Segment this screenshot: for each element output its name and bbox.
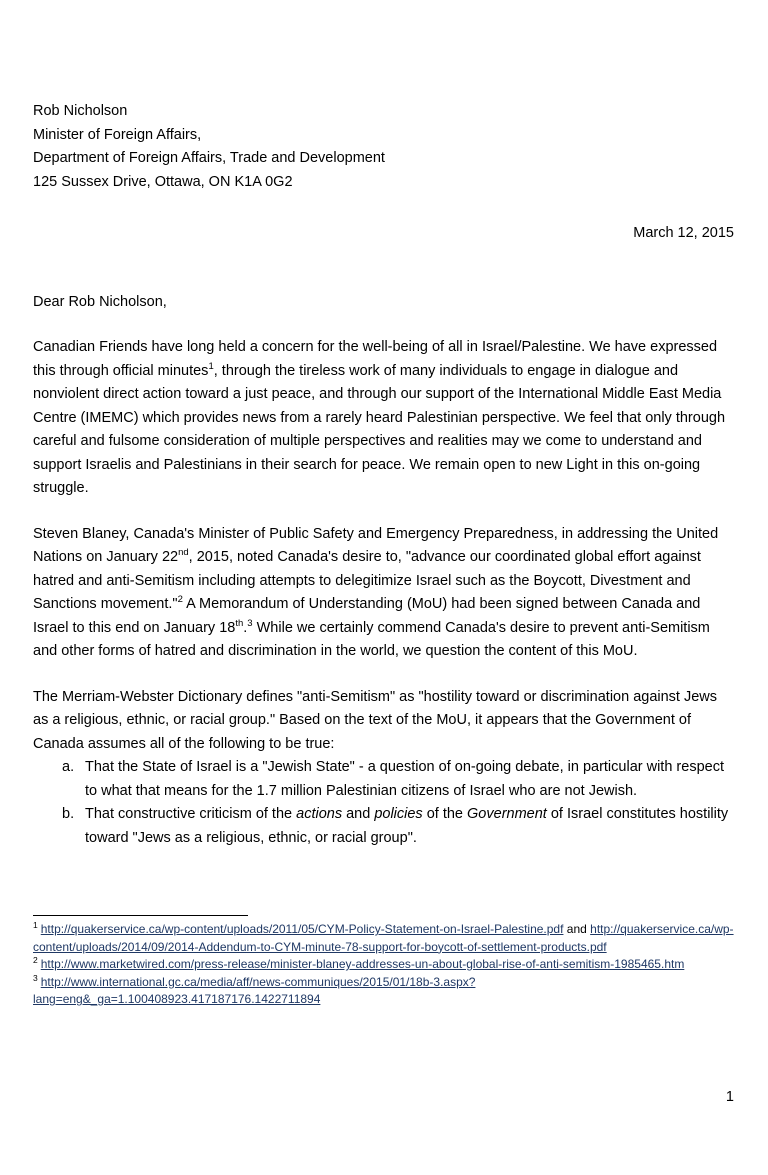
text-run: Canadian Friends have long held a concern for the well-being of all in Israel/Palestine. We have expressed this through official minutes bbox=[33, 339, 718, 379]
footnote-hyperlink[interactable]: http://quakerservice.ca/wp-content/uploads/2014/09/2014-Addendum-to-CYM-minute-78-support-for-boycott-of-settlement-products.pdf bbox=[33, 922, 734, 954]
italic-emphasis: Government bbox=[467, 806, 547, 822]
footnote-hyperlink[interactable]: http://quakerservice.ca/wp-content/uploads/2011/05/CYM-Policy-Statement-on-Israel-Palestine.pdf bbox=[40, 922, 564, 936]
text-run: The Merriam-Webster Dictionary defines "anti-Semitism" as "hostility toward or discrimination against Jews as a religious, ethnic, or racial group." Based on the text of the MoU, it appears that the Government of Canada assumes all of the following to be true: bbox=[33, 688, 718, 752]
footnote-1-text bbox=[33, 922, 734, 954]
text-run: A Memorandum of Understanding (MoU) had been signed between Canada and Israel to this end on January 18 bbox=[33, 596, 701, 636]
footnote-reference-superscript: 2 bbox=[177, 594, 183, 606]
footnote-2 bbox=[33, 956, 734, 974]
salutation: Dear Rob Nicholson, bbox=[33, 293, 167, 310]
list-item-a-text bbox=[85, 759, 724, 799]
text-run: That constructive criticism of the bbox=[85, 806, 297, 822]
footnote-hyperlink[interactable]: http://www.international.gc.ca/media/aff/news-communiques/2015/01/18b-3.aspx?lang=eng&_ga=1.100408923.417187176.1422711894 bbox=[33, 974, 476, 1006]
italic-emphasis: policies bbox=[374, 806, 423, 822]
list-item-b-text bbox=[85, 806, 728, 846]
list-marker-b: b. bbox=[62, 806, 75, 822]
page-number: 1 bbox=[725, 1089, 734, 1105]
footnote-1 bbox=[33, 921, 734, 956]
footnote-reference-superscript: 3 bbox=[247, 617, 253, 629]
text-run: of Israel constitutes hostility toward "Jews as a religious, ethnic, or racial group". bbox=[85, 806, 729, 846]
footnote-2-marker: 2 bbox=[33, 955, 38, 965]
text-run: That the State of Israel is a "Jewish State" - a question of on-going debate, in particular with respect to what that means for the 1.7 million Palestinian citizens of Israel who are not Jewish. bbox=[85, 759, 724, 799]
letter-body bbox=[33, 100, 734, 850]
text-run: of the bbox=[422, 806, 468, 822]
footnote-2-text bbox=[41, 957, 685, 971]
list-item-a bbox=[33, 756, 734, 803]
text-run: and bbox=[563, 922, 591, 936]
recipient-title: Minister of Foreign Affairs, bbox=[33, 126, 202, 143]
list-marker-a: a. bbox=[62, 759, 75, 775]
text-run: , through the tireless work of many individuals to engage in dialogue and nonviolent direct action toward a just peace, and through our support of the International Middle East Media Centre (IMEMC) which provides news from a rarely heard Palestinian perspective. We feel that only through careful and fulsome consideration of multiple perspectives and realities may we come to understand and support Israelis and Palestinians in their search for peace. We remain open to new Light in this on-going struggle. bbox=[33, 362, 726, 496]
assumptions-list bbox=[33, 756, 734, 850]
footnote-separator bbox=[33, 915, 248, 916]
recipient-address bbox=[33, 100, 734, 194]
text-run: Steven Blaney, Canada's Minister of Public Safety and Emergency Preparedness, in addressing the United Nations on January 22 bbox=[33, 525, 719, 565]
footnote-1-marker: 1 bbox=[33, 920, 38, 930]
letter-date: March 12, 2015 bbox=[633, 225, 734, 241]
text-run: . bbox=[243, 619, 248, 636]
list-item-b bbox=[33, 803, 734, 850]
footnote-hyperlink[interactable]: http://www.marketwired.com/press-release/minister-blaney-addresses-un-about-global-rise-of-anti-semitism-1985465.htm bbox=[40, 957, 685, 971]
italic-emphasis: actions bbox=[296, 806, 343, 822]
text-run: and bbox=[342, 806, 375, 822]
recipient-street-address: 125 Sussex Drive, Ottawa, ON K1A 0G2 bbox=[33, 173, 293, 190]
paragraph-blaney-mou bbox=[33, 523, 734, 664]
text-run: While we certainly commend Canada's desire to prevent anti-Semitism and other forms of hatred and discrimination in the world, we question the content of this MoU. bbox=[33, 619, 710, 659]
footnote-reference-superscript: th bbox=[235, 617, 244, 629]
paragraph-antisemitism-definition bbox=[33, 686, 734, 757]
footnote-reference-superscript: 1 bbox=[208, 360, 214, 372]
recipient-name: Rob Nicholson bbox=[33, 103, 128, 119]
text-run: , 2015, noted Canada's desire to, "advance our coordinated global effort against hatred and anti-Semitism including attempts to delegitimize Israel such as the Boycott, Divestment and Sanctions movement." bbox=[33, 549, 701, 612]
footnotes-section bbox=[33, 915, 734, 1009]
footnote-3-marker: 3 bbox=[33, 972, 38, 983]
footnote-3-text bbox=[33, 972, 476, 1007]
footnote-reference-superscript: nd bbox=[178, 547, 189, 559]
footnote-3 bbox=[33, 974, 734, 1009]
paragraph-friends-concern bbox=[33, 336, 734, 501]
recipient-department: Department of Foreign Affairs, Trade and Development bbox=[33, 150, 385, 166]
